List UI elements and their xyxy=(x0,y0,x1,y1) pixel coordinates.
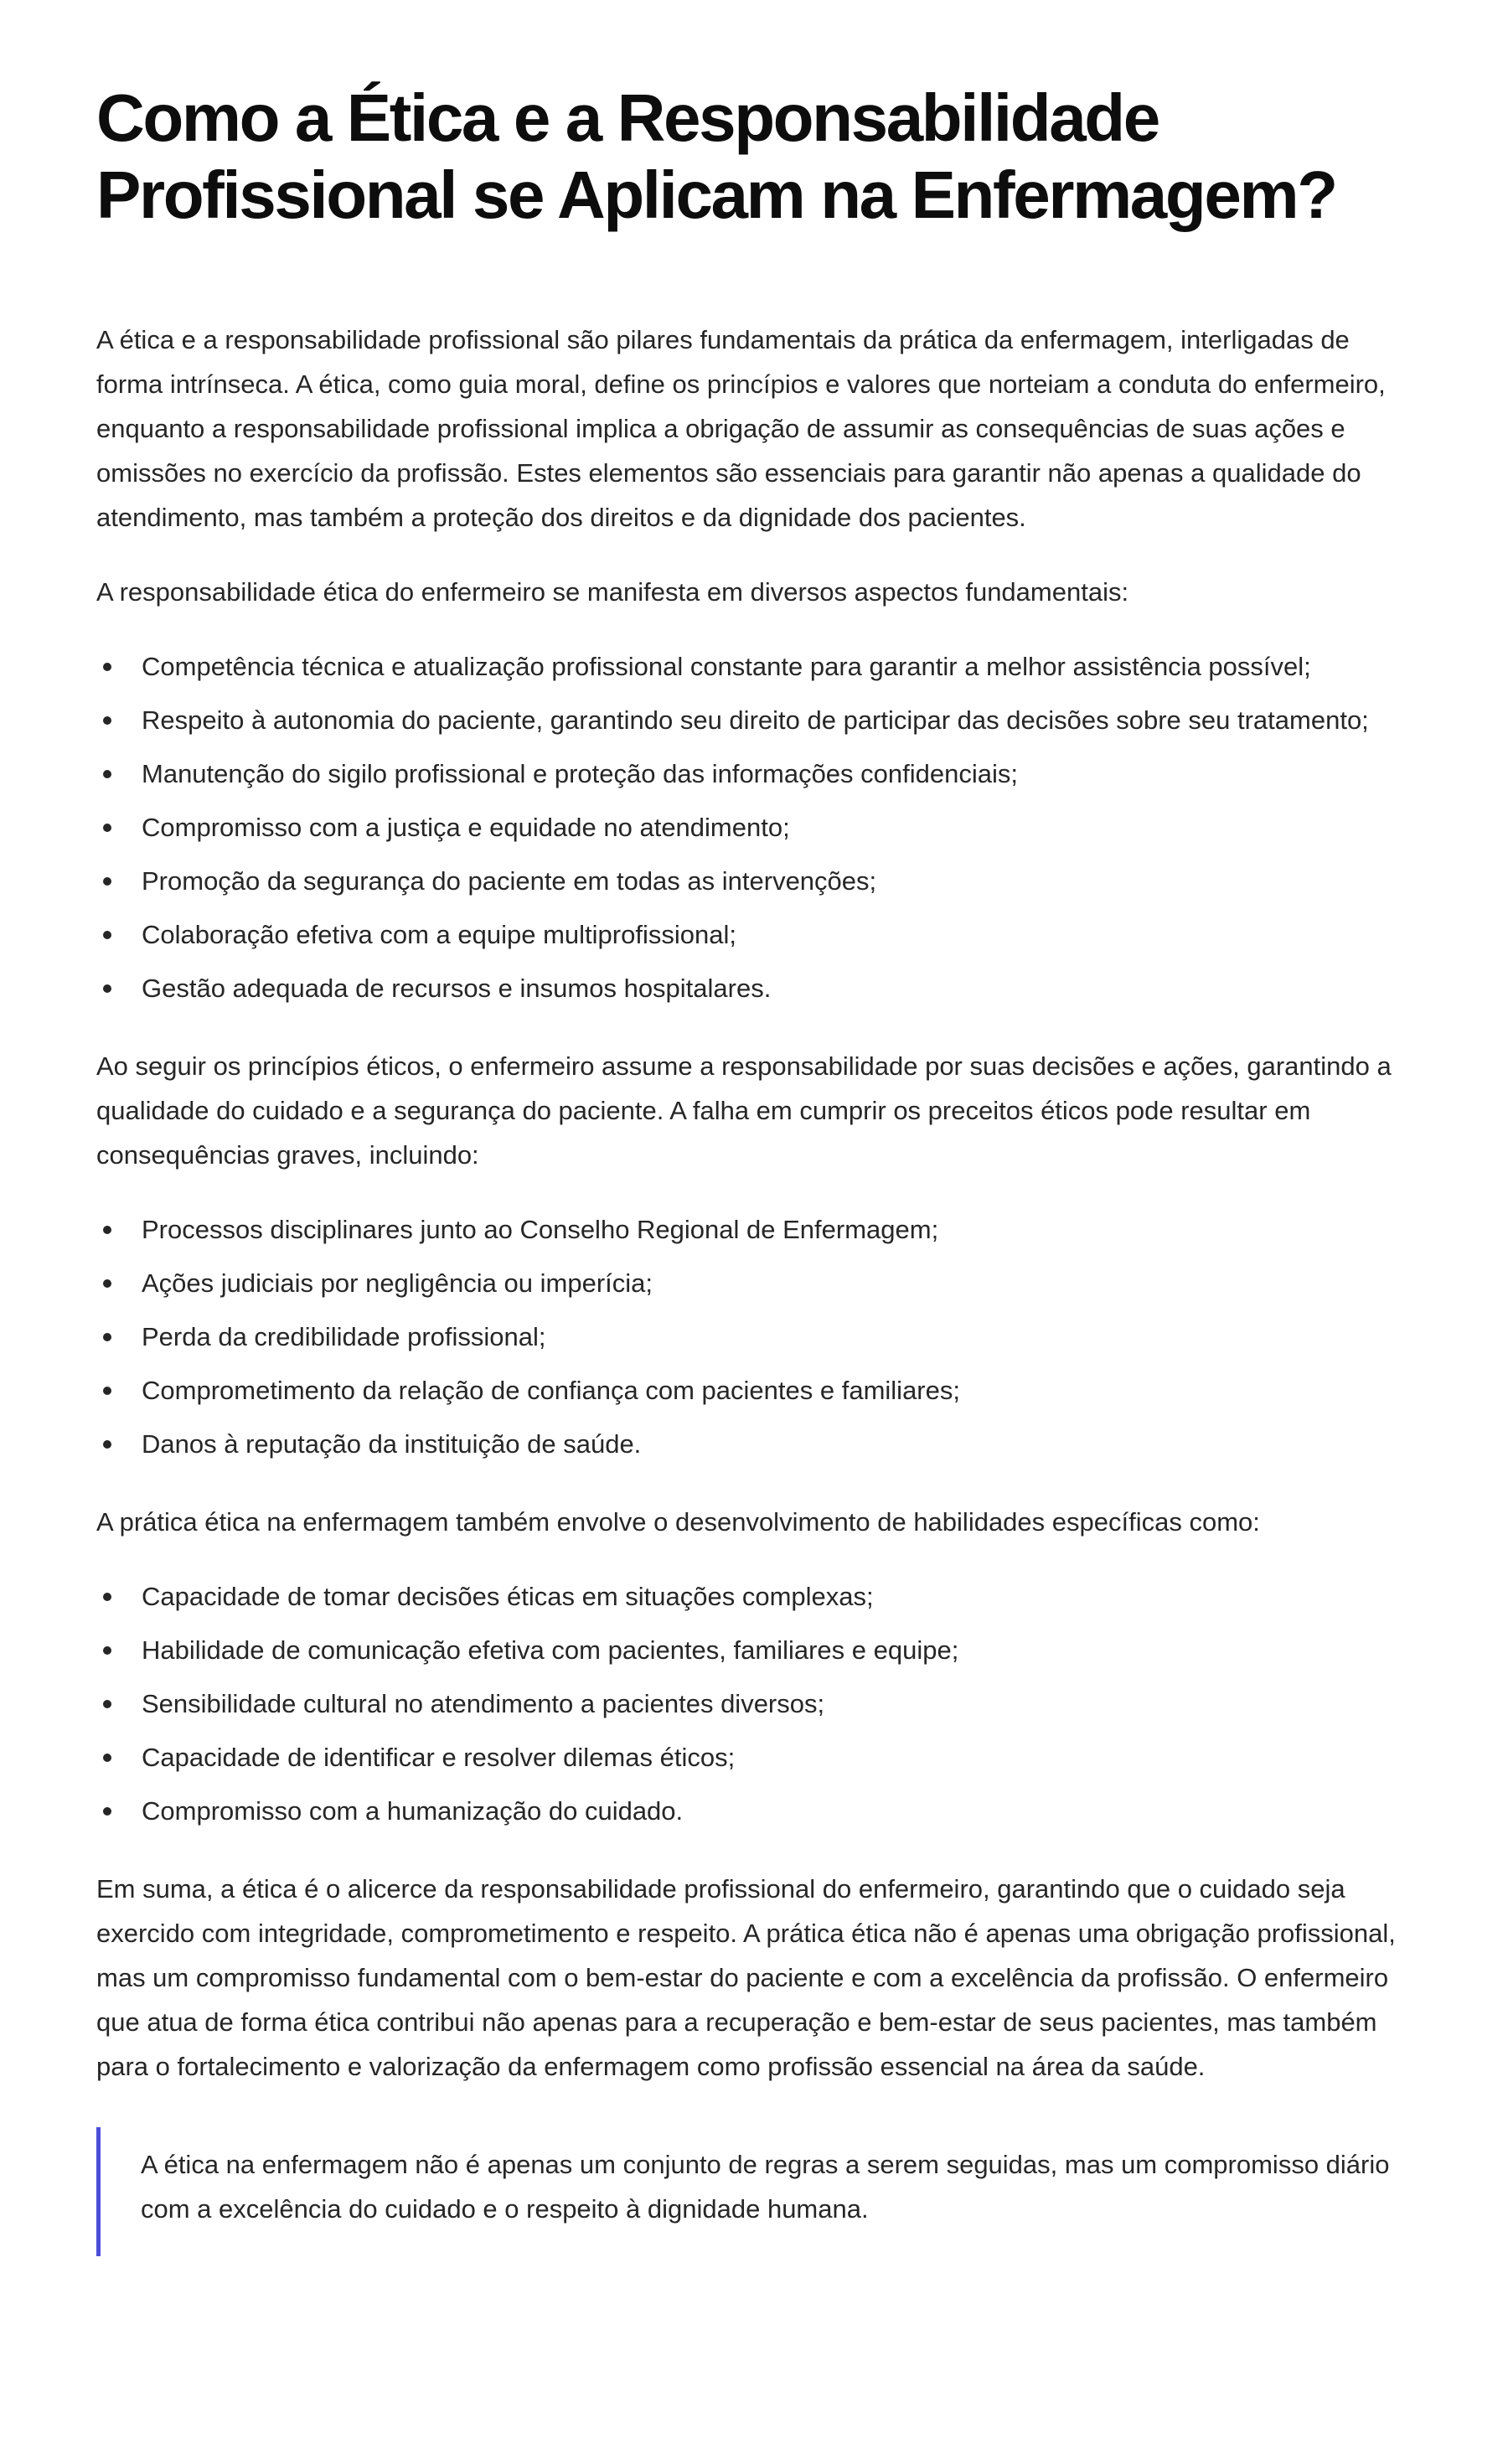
list-item xyxy=(96,1261,1412,1305)
list-item xyxy=(96,1368,1412,1413)
bullet-icon xyxy=(103,1226,111,1234)
bullet-icon xyxy=(103,716,111,725)
list-item xyxy=(96,1207,1412,1252)
list-item-text: Respeito à autonomia do paciente, garantindo seu direito de participar das decisões sobre seu tratamento; xyxy=(142,705,1369,735)
list-item-text: Comprometimento da relação de confiança com pacientes e familiares; xyxy=(142,1376,960,1405)
list-item xyxy=(96,912,1412,957)
skills-list xyxy=(96,1574,1412,1833)
bullet-icon xyxy=(103,824,111,832)
list-item xyxy=(96,966,1412,1010)
list-item-text: Capacidade de tomar decisões éticas em situações complexas; xyxy=(142,1582,874,1611)
bullet-icon xyxy=(103,877,111,886)
list-item xyxy=(96,698,1412,742)
bullet-icon xyxy=(103,931,111,939)
list-item-text: Promoção da segurança do paciente em todas as intervenções; xyxy=(142,866,877,896)
bullet-icon xyxy=(103,1700,111,1708)
list-item-text: Colaboração efetiva com a equipe multiprofissional; xyxy=(142,920,736,949)
bullet-icon xyxy=(103,1387,111,1395)
list-item-text: Manutenção do sigilo profissional e proteção das informações confidenciais; xyxy=(142,759,1018,788)
list-item-text: Danos à reputação da instituição de saúde. xyxy=(142,1429,642,1459)
list-item xyxy=(96,1681,1412,1726)
list-item xyxy=(96,752,1412,796)
conclusion-paragraph: Em suma, a ética é o alicerce da responsabilidade profissional do enfermeiro, garantindo que o cuidado seja exercido com integridade, comprometimento e respeito. A prática ética não é apenas uma obrigação profissional, mas um compromisso fundamental com o bem-estar do paciente e com a excelência da profissão. O enfermeiro que atua de forma ética contribui não apenas para a recuperação e bem-estar de seus pacientes, mas também para o fortalecimento e valorização da enfermagem como profissão essencial na área da saúde. xyxy=(96,1874,1396,2081)
consequences-list xyxy=(96,1207,1412,1466)
bullet-icon xyxy=(103,1440,111,1449)
bullet-icon xyxy=(103,1279,111,1288)
consequences-heading: Ao seguir os princípios éticos, o enfermeiro assume a responsabilidade por suas decisões e ações, garantindo a qualidade do cuidado e a segurança do paciente. A falha em cumprir os preceitos éticos pode resultar em consequências graves, incluindo: xyxy=(96,1051,1392,1170)
list-item-text: Ações judiciais por negligência ou imperícia; xyxy=(142,1268,653,1298)
page-title: Como a Ética e a Responsabilidade Profissional se Aplicam na Enfermagem? xyxy=(96,80,1336,232)
list-item xyxy=(96,644,1412,689)
list-item-text: Habilidade de comunicação efetiva com pacientes, familiares e equipe; xyxy=(142,1635,959,1665)
aspects-list xyxy=(96,644,1412,1010)
list-item-text: Competência técnica e atualização profissional constante para garantir a melhor assistência possível; xyxy=(142,652,1311,681)
list-item-text: Capacidade de identificar e resolver dilemas éticos; xyxy=(142,1743,736,1772)
bullet-icon xyxy=(103,1754,111,1762)
list-item-text: Sensibilidade cultural no atendimento a pacientes diversos; xyxy=(142,1689,825,1718)
list-item xyxy=(96,1735,1412,1780)
intro-paragraph: A ética e a responsabilidade profissional são pilares fundamentais da prática da enfermagem, interligadas de forma intrínseca. A ética, como guia moral, define os princípios e valores que norteiam a conduta do enfermeiro, enquanto a responsabilidade profissional implica a obrigação de assumir as consequências de suas ações e omissões no exercício da profissão. Estes elementos são essenciais para garantir não apenas a qualidade do atendimento, mas também a proteção dos direitos e da dignidade dos pacientes. xyxy=(96,325,1386,532)
list-item xyxy=(96,1422,1412,1466)
skills-heading: A prática ética na enfermagem também envolve o desenvolvimento de habilidades específicas como: xyxy=(96,1507,1260,1537)
aspects-heading: A responsabilidade ética do enfermeiro se manifesta em diversos aspectos fundamentais: xyxy=(96,577,1129,607)
list-item xyxy=(96,1315,1412,1359)
list-item xyxy=(96,1574,1412,1619)
bullet-icon xyxy=(103,1646,111,1655)
list-item-text: Compromisso com a humanização do cuidado. xyxy=(142,1796,684,1826)
quote-text: A ética na enfermagem não é apenas um conjunto de regras a serem seguidas, mas um compromisso diário com a excelência do cuidado e o respeito à dignidade humana. xyxy=(141,2150,1390,2224)
bullet-icon xyxy=(103,770,111,778)
bullet-icon xyxy=(103,1593,111,1601)
bullet-icon xyxy=(103,984,111,993)
list-item-text: Compromisso com a justiça e equidade no atendimento; xyxy=(142,813,790,842)
list-item xyxy=(96,805,1412,850)
list-item xyxy=(96,1789,1412,1833)
list-item xyxy=(96,859,1412,903)
list-item-text: Perda da credibilidade profissional; xyxy=(142,1322,546,1351)
bullet-icon xyxy=(103,663,111,671)
bullet-icon xyxy=(103,1333,111,1341)
article xyxy=(96,0,1412,2256)
closing-quote xyxy=(96,2127,1412,2256)
list-item-text: Processos disciplinares junto ao Conselho Regional de Enfermagem; xyxy=(142,1215,939,1244)
bullet-icon xyxy=(103,1807,111,1816)
list-item xyxy=(96,1628,1412,1672)
list-item-text: Gestão adequada de recursos e insumos hospitalares. xyxy=(142,974,772,1003)
